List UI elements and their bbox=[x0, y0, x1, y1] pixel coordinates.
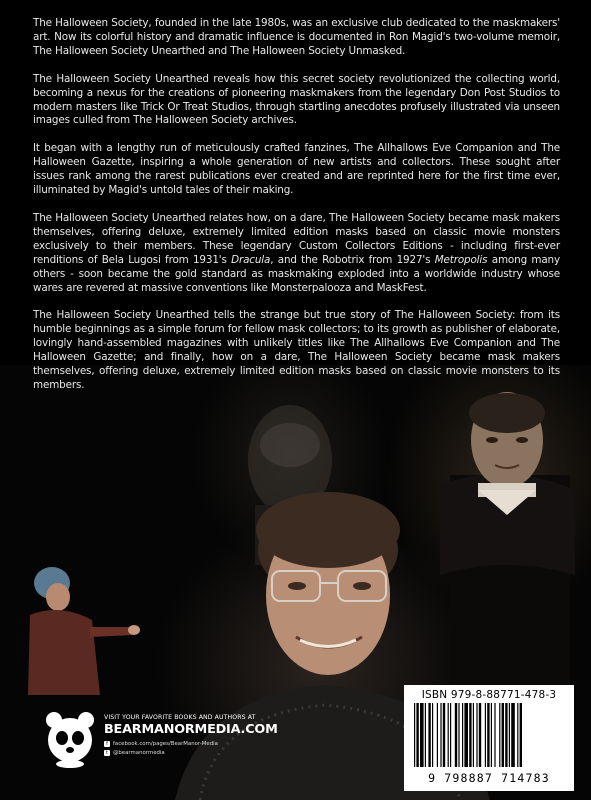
facebook-link[interactable] bbox=[104, 741, 218, 747]
publisher-block bbox=[44, 710, 304, 780]
blurb-paragraph-5: The Halloween Society Unearthed tells the strange but true story of The Halloween Society: from its humble beginnings as a simple forum for fellow mask collectors; to its growth as publisher of elaborate, lovingly hand-assembled magazines with unlikely titles like The Allhallows Eve Companion and The Halloween Gazette; and finally, how on a dare, The Halloween Society became mask makers themselves, offering deluxe, extremely limited edition masks based on classic movie monsters to its members. bbox=[33, 309, 560, 391]
barcode-icon bbox=[412, 703, 566, 769]
blurb-p4-title-metropolis: Metropolis bbox=[434, 253, 488, 266]
isbn-digits: 9 798887 714783 bbox=[428, 771, 550, 785]
blurb-paragraph-1: The Halloween Society, founded in the late 1980s, was an exclusive club dedicated to the maskmakers' art. Now its colorful history and dramatic influence is documented in Ron Magid's two-volume memoir, The Halloween Society Unearthed and The Halloween Society Unmasked. bbox=[33, 17, 560, 57]
isbn-label: ISBN 979-8-88771-478-3 bbox=[421, 689, 557, 701]
twitter-icon: t bbox=[104, 750, 110, 756]
twitter-link[interactable] bbox=[104, 750, 165, 756]
dracula-mask-figure bbox=[440, 392, 575, 705]
small-figure-left bbox=[28, 567, 140, 695]
twitter-link-text: @bearmanormedia bbox=[113, 750, 165, 756]
blurb-p4-part-c: among many others - soon became the gold standard as maskmaking exploded into a worldwide industry whose wares are revered at massive conventions like Monsterpalooza and MaskFest. bbox=[33, 253, 560, 294]
blurb-paragraph-2: The Halloween Society Unearthed reveals how this secret society revolutionized the collecting world, becoming a nexus for the creations of pioneering maskmakers from the legendary Don Post Studios to modern masters like Trick Or Treat Studios, through startling anecdotes profusely illustrated via unseen images culled from The Halloween Society archives. bbox=[33, 72, 560, 127]
facebook-icon: f bbox=[104, 741, 110, 747]
publisher-website[interactable]: BEARMANORMEDIA.COM bbox=[104, 722, 278, 737]
blurb-p4-part-b: , and the Robotrix from 1927's bbox=[270, 253, 435, 266]
blurb-paragraph-3: It began with a lengthy run of meticulously crafted fanzines, The Allhallows Eve Companion and The Halloween Gazette, inspiring a whole generation of new artists and collectors. These sought after issues rank among the rarest publications ever created and are reprinted here for the first time ever, illuminated by Magid's untold tales of their making. bbox=[33, 142, 560, 197]
facebook-link-text: facebook.com/pages/BearManor-Media bbox=[113, 741, 218, 747]
blurb-p4-title-dracula: Dracula bbox=[231, 253, 271, 266]
blurb-paragraph-4 bbox=[33, 212, 560, 295]
isbn-barcode bbox=[404, 685, 574, 791]
panda-logo-icon bbox=[44, 710, 96, 768]
blurb-p4-part-a: The Halloween Society Unearthed relates how, on a dare, The Halloween Society became mask makers themselves, offering deluxe, extremely limited edition masks based on classic movie monsters exclusively to their members. These legendary Custom Collectors Editions - including first-ever renditions of Bela Lugosi from 1931's bbox=[33, 211, 560, 266]
cover-blurb bbox=[33, 17, 560, 407]
publisher-tagline: VISIT YOUR FAVORITE BOOKS AND AUTHORS AT bbox=[104, 714, 256, 721]
